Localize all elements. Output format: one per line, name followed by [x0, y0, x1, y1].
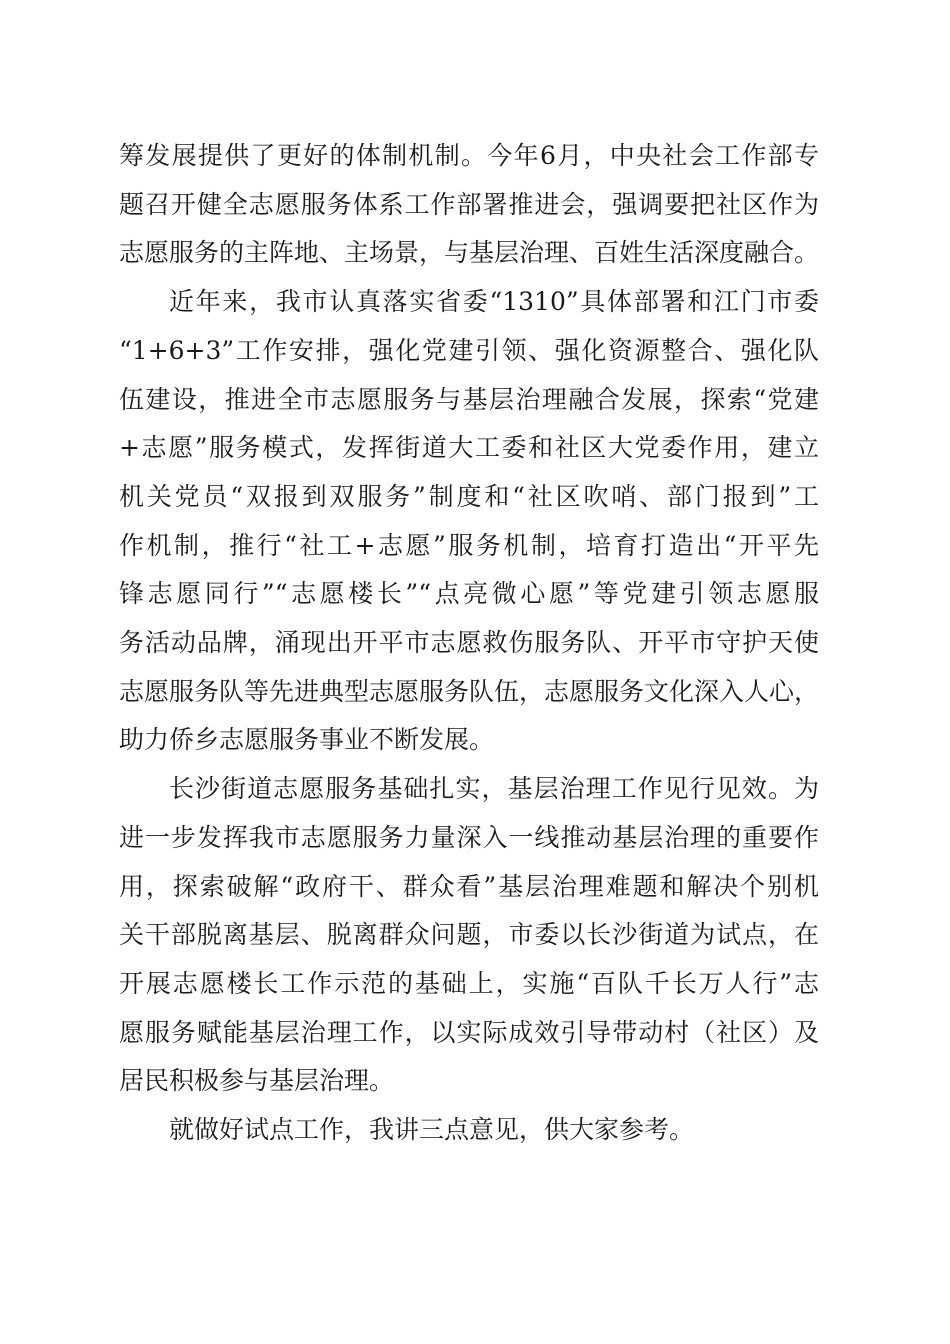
paragraph-line: 务活动品牌，涌现出开平市志愿救伤服务队、开平市守护天使 [119, 628, 819, 658]
paragraph-line: 开展志愿楼长工作示范的基础上，实施“百队千长万人行”志 [119, 968, 819, 998]
paragraph-3 [119, 765, 819, 1106]
paragraph-2 [119, 278, 819, 765]
paragraph-line: 机关党员“双报到双服务”制度和“社区吹哨、部门报到”工 [119, 481, 819, 511]
paragraph-line: “1+6+3”工作安排，强化党建引领、强化资源整合、强化队 [119, 335, 819, 365]
paragraph-line: 志愿服务的主阵地、主场景，与基层治理、百姓生活深度融合。 [119, 238, 820, 268]
paragraph-1 [119, 132, 819, 278]
paragraph-line: 伍建设，推进全市志愿服务与基层治理融合发展，探索“党建 [119, 384, 819, 414]
paragraph-line: +志愿”服务模式，发挥街道大工委和社区大党委作用，建立 [119, 433, 819, 463]
paragraph-line: 长沙街道志愿服务基础扎实，基层治理工作见行见效。为 [169, 774, 819, 804]
paragraph-line: 关干部脱离基层、脱离群众问题，市委以长沙街道为试点，在 [119, 920, 819, 950]
paragraph-4 [119, 1106, 819, 1155]
paragraph-line: 题召开健全志愿服务体系工作部署推进会，强调要把社区作为 [119, 189, 819, 219]
paragraph-line: 志愿服务队等先进典型志愿服务队伍，志愿服务文化深入人心， [119, 676, 820, 706]
paragraph-line: 愿服务赋能基层治理工作，以实际成效引导带动村（社区）及 [119, 1017, 819, 1047]
paragraph-line: 用，探索破解“政府干、群众看”基层治理难题和解决个别机 [119, 871, 819, 901]
document-body [119, 132, 819, 1155]
paragraph-line: 作机制，推行“社工+志愿”服务机制，培育打造出“开平先 [119, 530, 819, 560]
paragraph-line: 近年来，我市认真落实省委“1310”具体部署和江门市委 [169, 287, 819, 317]
paragraph-line: 助力侨乡志愿服务事业不断发展。 [119, 725, 495, 755]
paragraph-line: 就做好试点工作，我讲三点意见，供大家参考。 [169, 1115, 695, 1145]
paragraph-line: 居民积极参与基层治理。 [119, 1066, 395, 1096]
paragraph-line: 筹发展提供了更好的体制机制。今年6月，中央社会工作部专 [119, 141, 819, 170]
paragraph-line: 锋志愿同行”“志愿楼长”“点亮微心愿”等党建引领志愿服 [119, 579, 819, 609]
paragraph-line: 进一步发挥我市志愿服务力量深入一线推动基层治理的重要作 [119, 822, 819, 852]
